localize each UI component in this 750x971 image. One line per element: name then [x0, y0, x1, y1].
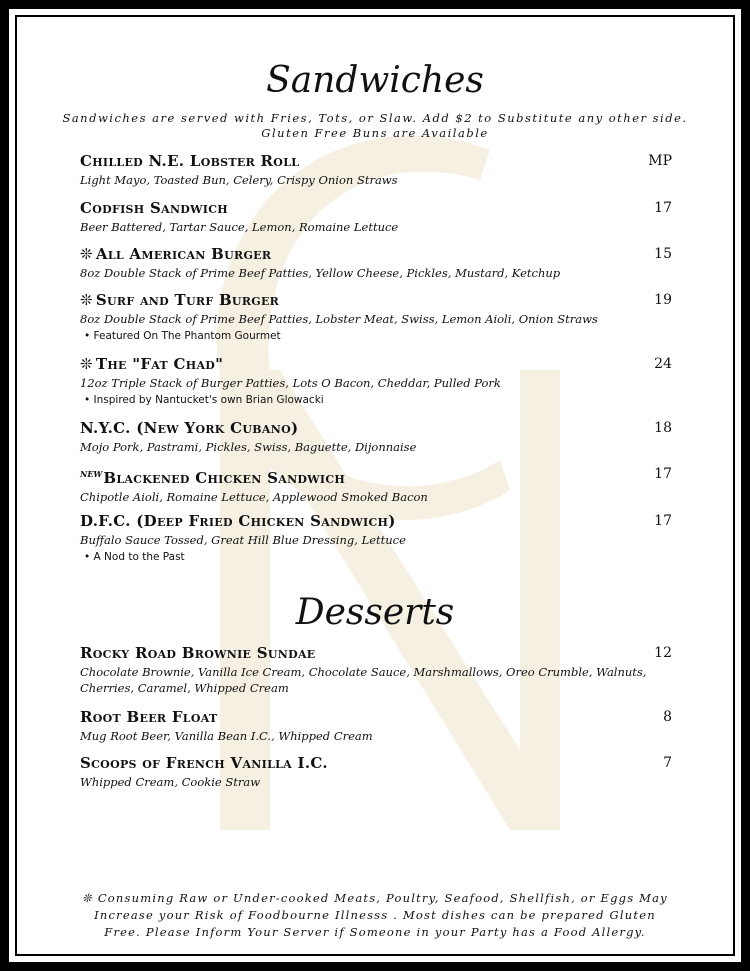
- allergy-disclaimer: [70, 890, 680, 941]
- item-price: 8: [663, 709, 672, 725]
- item-name: All American Burger: [95, 245, 272, 263]
- raw-warning-icon: ❊: [82, 891, 93, 905]
- item-price: 17: [654, 200, 672, 216]
- item-description: Chipotle Aioli, Romaine Lettuce, Applewood Smoked Bacon: [80, 490, 428, 504]
- item-name: Scoops of French Vanilla I.C.: [80, 754, 328, 772]
- item-description: 12oz Triple Stack of Burger Patties, Lots O Bacon, Cheddar, Pulled Pork: [80, 376, 501, 390]
- item-name: Codfish Sandwich: [80, 199, 228, 217]
- menu-item-fat-chad: [80, 355, 672, 407]
- menu-item-dfc: [80, 512, 672, 564]
- item-name: Blackened Chicken Sandwich: [103, 469, 346, 487]
- item-name-row: [80, 291, 672, 309]
- item-name-row: [80, 245, 672, 263]
- item-price: 17: [654, 513, 672, 529]
- item-description: 8oz Double Stack of Prime Beef Patties, Yellow Cheese, Pickles, Mustard, Ketchup: [80, 266, 561, 280]
- item-description: Whipped Cream, Cookie Straw: [80, 775, 261, 789]
- item-name: Root Beer Float: [80, 708, 218, 726]
- item-note: • Featured On The Phantom Gourmet: [84, 330, 281, 342]
- disclaimer-line-3: Free. Please Inform Your Server if Someone in your Party has a Food Allergy.: [104, 925, 646, 939]
- menu-item-brownie-sundae: [80, 644, 672, 696]
- item-price: MP: [648, 153, 672, 169]
- item-description: Buffalo Sauce Tossed, Great Hill Blue Dressing, Lettuce: [80, 533, 406, 547]
- item-description: Light Mayo, Toasted Bun, Celery, Crispy Onion Straws: [80, 173, 398, 187]
- item-description: Beer Battered, Tartar Sauce, Lemon, Romaine Lettuce: [80, 220, 399, 234]
- item-name: Chilled N.E. Lobster Roll: [80, 152, 300, 170]
- menu-item-french-vanilla: [80, 754, 672, 790]
- item-price: 15: [654, 246, 672, 262]
- item-description-line-1: Chocolate Brownie, Vanilla Ice Cream, Chocolate Sauce, Marshmallows, Oreo Crumble, Walnuts,: [80, 665, 647, 679]
- disclaimer-line-1: ❊ Consuming Raw or Under-cooked Meats, Poultry, Seafood, Shellfish, or Eggs May: [82, 891, 668, 905]
- sandwiches-heading: Sandwiches: [266, 60, 484, 101]
- item-description-line-2: Cherries, Caramel, Whipped Cream: [80, 681, 289, 695]
- menu-item-nyc-cubano: [80, 419, 672, 455]
- menu-item-all-american-burger: [80, 245, 672, 281]
- menu-item-lobster-roll: [80, 152, 672, 188]
- raw-warning-icon: ❊: [80, 355, 93, 373]
- item-price: 7: [663, 755, 672, 771]
- menu-item-blackened-chicken: [80, 465, 672, 505]
- disclaimer-line-2: Increase your Risk of Foodbourne Illnesss . Most dishes can be prepared Gluten: [94, 908, 656, 922]
- item-description: [80, 664, 672, 696]
- subtitle-line-2: Gluten Free Buns are Available: [261, 126, 489, 140]
- new-badge: NEW: [80, 469, 103, 479]
- item-description: 8oz Double Stack of Prime Beef Patties, Lobster Meat, Swiss, Lemon Aioli, Onion Straws: [80, 312, 598, 326]
- menu-item-codfish-sandwich: [80, 199, 672, 235]
- item-price: 12: [654, 645, 672, 661]
- item-price: 24: [654, 356, 672, 372]
- menu-item-root-beer-float: [80, 708, 672, 744]
- item-name-row: [80, 355, 672, 373]
- menu-item-surf-and-turf-burger: [80, 291, 672, 343]
- item-name: D.F.C. (Deep Fried Chicken Sandwich): [80, 512, 396, 530]
- item-price: 18: [654, 420, 672, 436]
- sandwiches-subtitle: [60, 111, 690, 141]
- subtitle-line-1: Sandwiches are served with Fries, Tots, or Slaw. Add $2 to Substitute any other side.: [62, 111, 688, 125]
- raw-warning-icon: ❊: [80, 291, 93, 309]
- item-name: Rocky Road Brownie Sundae: [80, 644, 316, 662]
- item-price: 19: [654, 292, 672, 308]
- item-description: Mug Root Beer, Vanilla Bean I.C., Whipped Cream: [80, 729, 373, 743]
- item-note: • Inspired by Nantucket's own Brian Glowacki: [84, 394, 324, 406]
- item-price: 17: [654, 466, 672, 482]
- desserts-heading: Desserts: [295, 592, 455, 633]
- item-name: The "Fat Chad": [95, 355, 224, 373]
- item-name: Surf and Turf Burger: [95, 291, 280, 309]
- item-note: • A Nod to the Past: [84, 551, 185, 563]
- item-name: N.Y.C. (New York Cubano): [80, 419, 299, 437]
- raw-warning-icon: ❊: [80, 245, 93, 263]
- item-name-row: [80, 465, 672, 487]
- item-description: Mojo Pork, Pastrami, Pickles, Swiss, Baguette, Dijonnaise: [80, 440, 417, 454]
